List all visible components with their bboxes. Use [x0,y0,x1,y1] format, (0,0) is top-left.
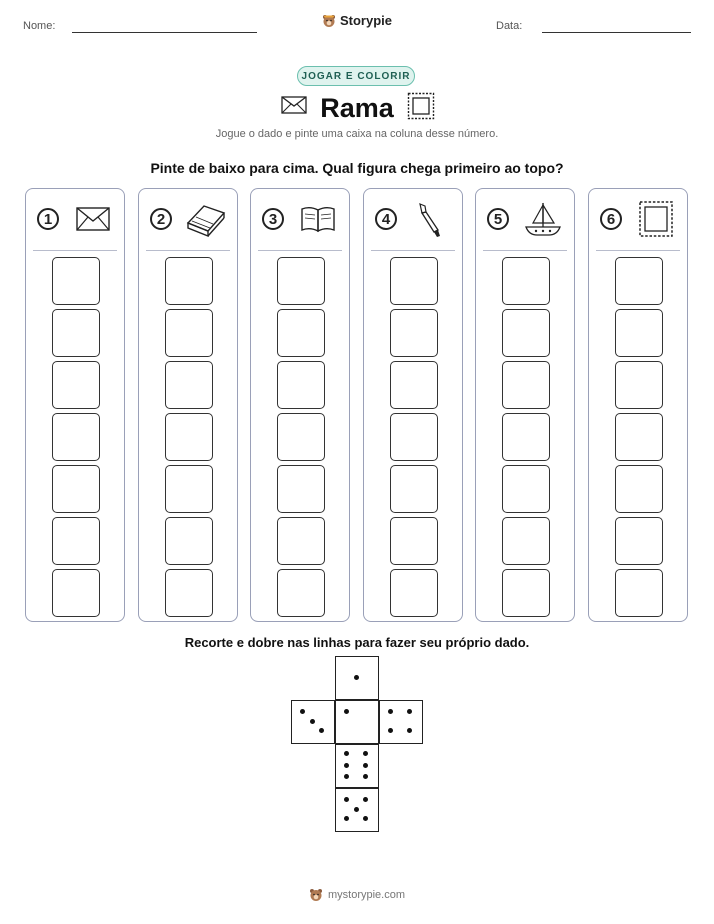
color-box[interactable] [277,309,325,357]
color-box[interactable] [52,517,100,565]
color-box[interactable] [277,413,325,461]
pip [354,807,359,812]
pip [363,797,368,802]
brand-logo [0,13,714,28]
postage-stamp-icon [407,92,435,120]
open-book-icon [296,201,340,237]
die-face-1 [335,700,379,744]
pip [388,709,393,714]
color-box[interactable] [52,413,100,461]
color-box[interactable] [165,257,213,305]
color-box[interactable] [502,257,550,305]
column-divider [596,250,680,251]
color-box[interactable] [615,361,663,409]
color-box[interactable] [502,517,550,565]
color-box[interactable] [390,465,438,513]
color-box[interactable] [390,361,438,409]
column-2 [138,188,238,622]
brand-name: Storypie [339,13,392,28]
pip [344,774,349,779]
pip [363,774,368,779]
color-box[interactable] [390,257,438,305]
column-number: 1 [37,208,59,230]
book-icon [184,201,228,237]
pip [344,709,349,714]
footer-url: mystorypie.com [327,889,406,901]
color-box[interactable] [277,569,325,617]
column-number: 2 [150,208,172,230]
pip [344,763,349,768]
color-box[interactable] [390,517,438,565]
color-box[interactable] [277,257,325,305]
color-box[interactable] [52,257,100,305]
pip [310,719,315,724]
die-face-5 [335,788,379,832]
die-face-3 [291,700,335,744]
postage-stamp-icon [634,201,678,237]
column-divider [483,250,567,251]
color-box[interactable] [502,309,550,357]
die-face-4 [379,700,423,744]
pip [300,709,305,714]
sailboat-icon [521,201,565,237]
color-box[interactable] [615,517,663,565]
color-box[interactable] [165,361,213,409]
pip [319,728,324,733]
column-number: 3 [262,208,284,230]
pip [363,751,368,756]
pip [354,675,359,680]
pip [344,816,349,821]
color-box[interactable] [502,569,550,617]
column-3 [250,188,350,622]
die-face-6 [335,744,379,788]
color-box[interactable] [502,361,550,409]
color-box[interactable] [615,413,663,461]
dice-net [291,656,425,834]
color-box[interactable] [165,517,213,565]
fountain-pen-icon [409,201,453,237]
color-box[interactable] [165,413,213,461]
column-divider [146,250,230,251]
name-label: Nome: [23,20,56,32]
footer [0,888,714,902]
color-box[interactable] [52,569,100,617]
color-box[interactable] [390,413,438,461]
column-5 [475,188,575,622]
color-box[interactable] [165,465,213,513]
column-number: 5 [487,208,509,230]
activity-badge: JOGAR E COLORIR [297,66,415,86]
cut-instruction: Recorte e dobre nas linhas para fazer seu próprio dado. [184,635,530,650]
pip [388,728,393,733]
color-box[interactable] [165,309,213,357]
color-box[interactable] [502,413,550,461]
color-box[interactable] [165,569,213,617]
color-box[interactable] [502,465,550,513]
pip [363,816,368,821]
color-box[interactable] [615,465,663,513]
pip [363,763,368,768]
column-divider [33,250,117,251]
color-box[interactable] [390,309,438,357]
envelope-icon [71,201,115,237]
color-box[interactable] [52,309,100,357]
color-box[interactable] [615,309,663,357]
instruction: Pinte de baixo para cima. Qual figura chega primeiro ao topo? [150,160,564,176]
color-box[interactable] [52,361,100,409]
bear-icon [309,888,323,902]
pip [407,728,412,733]
pip [407,709,412,714]
pip [344,751,349,756]
date-label: Data: [496,20,523,32]
column-divider [258,250,342,251]
column-1 [25,188,125,622]
page-title: Rama [320,93,394,123]
color-box[interactable] [615,257,663,305]
column-number: 6 [600,208,622,230]
column-divider [371,250,455,251]
color-box[interactable] [277,465,325,513]
column-4 [363,188,463,622]
color-box[interactable] [277,517,325,565]
color-box[interactable] [277,361,325,409]
date-line [542,32,691,33]
color-box[interactable] [390,569,438,617]
column-6 [588,188,688,622]
column-number: 4 [375,208,397,230]
color-box[interactable] [615,569,663,617]
bear-icon [322,14,336,28]
pip [344,797,349,802]
subtitle: Jogue o dado e pinte uma caixa na coluna desse número. [215,128,499,140]
color-box[interactable] [52,465,100,513]
die-face-1 [335,656,379,700]
name-line [72,32,257,33]
